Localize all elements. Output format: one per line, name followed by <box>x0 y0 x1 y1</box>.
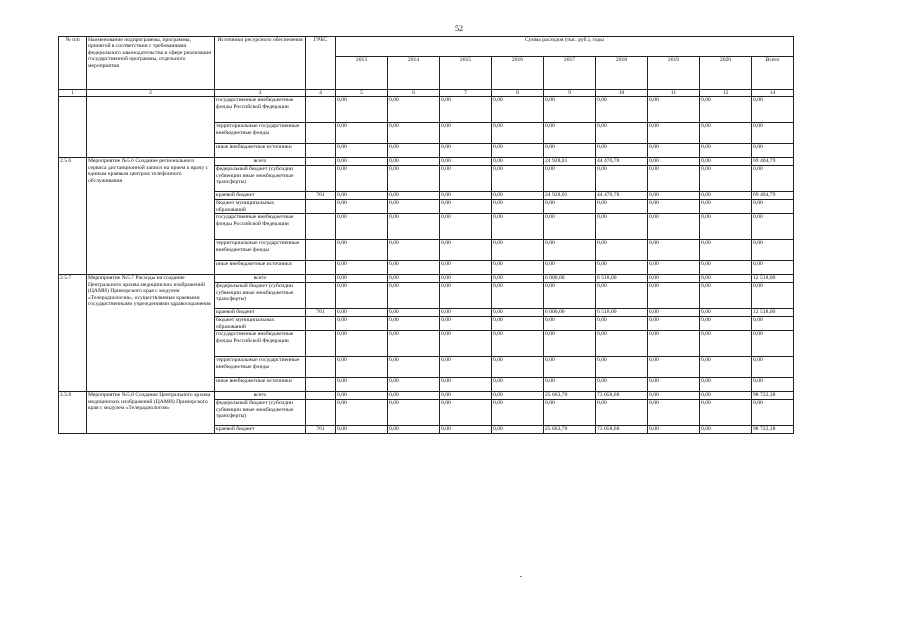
amount-cell: 0,00 <box>440 261 492 275</box>
amount-cell: 0,00 <box>440 158 492 166</box>
amount-cell: 0,00 <box>648 214 700 240</box>
page-number: 52 <box>455 24 463 33</box>
amount-cell: 0,00 <box>648 261 700 275</box>
amount-cell: 0,00 <box>752 166 794 192</box>
grbs-code <box>306 123 336 144</box>
funding-source: всего <box>215 158 306 166</box>
amount-cell: 0,00 <box>440 317 492 331</box>
amount-cell: 0,00 <box>648 317 700 331</box>
amount-cell: 0,00 <box>440 331 492 357</box>
amount-cell: 0,00 <box>700 123 752 144</box>
amount-cell: 0,00 <box>388 331 440 357</box>
funding-source: всего <box>215 392 306 400</box>
amount-cell: 0,00 <box>596 200 648 214</box>
amount-cell: 0,00 <box>700 317 752 331</box>
amount-cell: 0,00 <box>752 123 794 144</box>
amount-cell: 6 000,00 <box>544 275 596 283</box>
amount-cell: 0,00 <box>544 123 596 144</box>
grbs-code <box>306 214 336 240</box>
amount-cell: 0,00 <box>336 144 388 158</box>
amount-cell: 0,00 <box>700 392 752 400</box>
amount-cell: 69 404,79 <box>752 158 794 166</box>
amount-cell: 0,00 <box>752 331 794 357</box>
table-body <box>59 90 794 434</box>
amount-cell: 0,00 <box>700 214 752 240</box>
amount-cell: 0,00 <box>544 97 596 123</box>
amount-cell: 0,00 <box>648 426 700 434</box>
column-number: 4 <box>306 90 336 97</box>
funding-source: территориальные государственные внебюджетные фонды <box>215 357 306 378</box>
row-number: 2.5.7 <box>59 275 87 392</box>
amount-cell: 0,00 <box>700 97 752 123</box>
grbs-code <box>306 317 336 331</box>
column-number: 12 <box>700 90 752 97</box>
header-year: 2019 <box>648 57 700 90</box>
amount-cell: 0,00 <box>648 331 700 357</box>
amount-cell: 0,00 <box>492 275 544 283</box>
amount-cell: 0,00 <box>336 192 388 200</box>
grbs-code <box>306 158 336 166</box>
amount-cell: 0,00 <box>440 144 492 158</box>
amount-cell: 0,00 <box>492 214 544 240</box>
amount-cell: 0,00 <box>700 261 752 275</box>
amount-cell: 0,00 <box>544 357 596 378</box>
amount-cell: 0,00 <box>752 378 794 392</box>
amount-cell: 0,00 <box>700 378 752 392</box>
amount-cell: 0,00 <box>752 144 794 158</box>
amount-cell: 0,00 <box>648 275 700 283</box>
amount-cell: 0,00 <box>440 200 492 214</box>
amount-cell: 0,00 <box>700 309 752 317</box>
amount-cell: 0,00 <box>752 357 794 378</box>
amount-cell: 0,00 <box>440 123 492 144</box>
amount-cell: 0,00 <box>388 144 440 158</box>
grbs-code <box>306 144 336 158</box>
grbs-code <box>306 97 336 123</box>
amount-cell: 0,00 <box>336 317 388 331</box>
amount-cell: 0,00 <box>544 214 596 240</box>
amount-cell: 0,00 <box>336 261 388 275</box>
column-number: 7 <box>440 90 492 97</box>
table-row <box>59 158 794 166</box>
amount-cell: 0,00 <box>752 283 794 309</box>
amount-cell: 0,00 <box>388 275 440 283</box>
amount-cell: 0,00 <box>492 123 544 144</box>
amount-cell: 0,00 <box>388 309 440 317</box>
header-year: Всего <box>752 57 794 90</box>
funding-source: краевой бюджет <box>215 192 306 200</box>
funding-source: государственные внебюджетные фонды Российской Федерации <box>215 214 306 240</box>
column-number: 9 <box>544 90 596 97</box>
funding-source: всего <box>215 275 306 283</box>
amount-cell: 0,00 <box>596 166 648 192</box>
column-number: 6 <box>388 90 440 97</box>
funding-source: иные внебюджетные источники <box>215 261 306 275</box>
amount-cell: 0,00 <box>388 357 440 378</box>
amount-cell: 0,00 <box>336 400 388 426</box>
amount-cell: 0,00 <box>544 144 596 158</box>
grbs-code <box>306 200 336 214</box>
amount-cell: 0,00 <box>336 240 388 261</box>
amount-cell: 0,00 <box>648 400 700 426</box>
amount-cell: 0,00 <box>648 97 700 123</box>
grbs-code <box>306 166 336 192</box>
amount-cell: 6 000,00 <box>544 309 596 317</box>
amount-cell: 0,00 <box>752 400 794 426</box>
header-year: 2013 <box>336 57 388 90</box>
header-year: 2016 <box>492 57 544 90</box>
header-year: 2014 <box>388 57 440 90</box>
header-year: 2018 <box>596 57 648 90</box>
amount-cell: 0,00 <box>700 158 752 166</box>
funding-source: федеральный бюджет (субсидии субвенции иные межбюджетные трансферты) <box>215 400 306 426</box>
amount-cell: 0,00 <box>492 261 544 275</box>
amount-cell: 0,00 <box>440 400 492 426</box>
amount-cell: 0,00 <box>700 240 752 261</box>
amount-cell: 25 663,70 <box>544 426 596 434</box>
measure-name: Мероприятие №5.7 Расходы на создание Центрального архива медицинских изображений (ЦАМИ) Приморского края с модулем «Телерадиология», осуществляемые краевыми государственными учреждениями здравоохранения <box>87 275 215 392</box>
amount-cell: 0,00 <box>440 426 492 434</box>
amount-cell: 0,00 <box>596 317 648 331</box>
amount-cell: 0,00 <box>596 357 648 378</box>
amount-cell: 0,00 <box>492 378 544 392</box>
funding-source: государственные внебюджетные фонды Российской Федерации <box>215 97 306 123</box>
amount-cell: 0,00 <box>492 192 544 200</box>
amount-cell: 0,00 <box>388 378 440 392</box>
amount-cell: 0,00 <box>440 240 492 261</box>
amount-cell: 0,00 <box>544 283 596 309</box>
amount-cell: 0,00 <box>648 309 700 317</box>
amount-cell: 0,00 <box>388 200 440 214</box>
table-header <box>59 37 794 90</box>
grbs-code <box>306 240 336 261</box>
budget-table <box>58 36 794 434</box>
amount-cell: 0,00 <box>596 283 648 309</box>
column-number: 14 <box>752 90 794 97</box>
amount-cell: 0,00 <box>440 283 492 309</box>
amount-cell: 0,00 <box>492 144 544 158</box>
amount-cell: 44 476,78 <box>596 158 648 166</box>
amount-cell: 0,00 <box>440 357 492 378</box>
amount-cell: 24 928,01 <box>544 192 596 200</box>
amount-cell: 0,00 <box>388 261 440 275</box>
funding-source: бюджет муниципальных образований <box>215 317 306 331</box>
funding-source: краевой бюджет <box>215 426 306 434</box>
amount-cell: 0,00 <box>700 400 752 426</box>
amount-cell: 0,00 <box>492 426 544 434</box>
amount-cell: 0,00 <box>492 317 544 331</box>
amount-cell: 0,00 <box>700 200 752 214</box>
amount-cell: 0,00 <box>752 240 794 261</box>
amount-cell: 12 518,00 <box>752 275 794 283</box>
amount-cell: 0,00 <box>388 123 440 144</box>
header-year: 2017 <box>544 57 596 90</box>
amount-cell: 0,00 <box>596 97 648 123</box>
grbs-code <box>306 283 336 309</box>
amount-cell: 0,00 <box>336 123 388 144</box>
row-number <box>59 97 87 158</box>
grbs-code <box>306 378 336 392</box>
amount-cell: 0,00 <box>648 158 700 166</box>
amount-cell: 0,00 <box>388 214 440 240</box>
amount-cell: 73 058,68 <box>596 426 648 434</box>
amount-cell: 0,00 <box>544 378 596 392</box>
row-number: 2.5.8 <box>59 392 87 434</box>
amount-cell: 0,00 <box>648 378 700 392</box>
amount-cell: 0,00 <box>700 283 752 309</box>
amount-cell: 98 722,38 <box>752 392 794 400</box>
amount-cell: 0,00 <box>440 192 492 200</box>
amount-cell: 0,00 <box>440 392 492 400</box>
column-number: 10 <box>596 90 648 97</box>
amount-cell: 0,00 <box>700 426 752 434</box>
amount-cell: 0,00 <box>492 309 544 317</box>
amount-cell: 0,00 <box>752 317 794 331</box>
amount-cell: 0,00 <box>596 400 648 426</box>
amount-cell: 0,00 <box>544 261 596 275</box>
funding-source: иные внебюджетные источники <box>215 378 306 392</box>
amount-cell: 0,00 <box>544 400 596 426</box>
amount-cell: 0,00 <box>648 166 700 192</box>
amount-cell: 0,00 <box>336 200 388 214</box>
amount-cell: 0,00 <box>492 357 544 378</box>
amount-cell: 0,00 <box>440 378 492 392</box>
amount-cell: 69 404,79 <box>752 192 794 200</box>
amount-cell: 0,00 <box>336 283 388 309</box>
amount-cell: 0,00 <box>336 166 388 192</box>
amount-cell: 0,00 <box>648 357 700 378</box>
amount-cell: 98 722,38 <box>752 426 794 434</box>
column-number: 2 <box>87 90 215 97</box>
header-source: Источники ресурсного обеспечения <box>215 37 306 90</box>
funding-source: территориальные государственные внебюджетные фонды <box>215 123 306 144</box>
amount-cell: 0,00 <box>648 283 700 309</box>
amount-cell: 0,00 <box>388 97 440 123</box>
amount-cell: 0,00 <box>492 400 544 426</box>
funding-source: территориальные государственные внебюджетные фонды <box>215 240 306 261</box>
amount-cell: 0,00 <box>388 158 440 166</box>
funding-source: иные внебюджетные источники <box>215 144 306 158</box>
funding-source: федеральный бюджет (субсидии субвенции иные межбюджетные трансферты) <box>215 166 306 192</box>
column-number: 8 <box>492 90 544 97</box>
amount-cell: 0,00 <box>700 192 752 200</box>
amount-cell: 0,00 <box>544 317 596 331</box>
column-number: 11 <box>648 90 700 97</box>
amount-cell: 44 476,78 <box>596 192 648 200</box>
amount-cell: 0,00 <box>388 192 440 200</box>
amount-cell: 0,00 <box>336 392 388 400</box>
amount-cell: 0,00 <box>336 275 388 283</box>
amount-cell: 0,00 <box>336 158 388 166</box>
amount-cell: 0,00 <box>700 275 752 283</box>
amount-cell: 0,00 <box>336 214 388 240</box>
grbs-code <box>306 400 336 426</box>
amount-cell: 0,00 <box>492 283 544 309</box>
column-number: 1 <box>59 90 87 97</box>
amount-cell: 0,00 <box>336 357 388 378</box>
column-number-row <box>59 90 794 97</box>
amount-cell: 0,00 <box>752 261 794 275</box>
amount-cell: 0,00 <box>440 166 492 192</box>
column-number: 5 <box>336 90 388 97</box>
amount-cell: 0,00 <box>648 192 700 200</box>
grbs-code: 761 <box>306 192 336 200</box>
amount-cell: 0,00 <box>544 200 596 214</box>
amount-cell: 0,00 <box>752 97 794 123</box>
amount-cell: 0,00 <box>596 378 648 392</box>
amount-cell: 0,00 <box>492 97 544 123</box>
amount-cell: 0,00 <box>492 200 544 214</box>
column-number: 3 <box>215 90 306 97</box>
amount-cell: 0,00 <box>596 123 648 144</box>
amount-cell: 0,00 <box>336 331 388 357</box>
amount-cell: 0,00 <box>648 144 700 158</box>
amount-cell: 0,00 <box>596 331 648 357</box>
amount-cell: 0,00 <box>544 166 596 192</box>
amount-cell: 0,00 <box>388 317 440 331</box>
amount-cell: 73 058,68 <box>596 392 648 400</box>
table-row <box>59 275 794 283</box>
amount-cell: 25 663,70 <box>544 392 596 400</box>
amount-cell: 0,00 <box>492 240 544 261</box>
measure-name: Мероприятие №5.6 Создание регионального сервиса дистанционной записи на прием к врачу с единым краевым центром телефонного обслуживания <box>87 158 215 275</box>
amount-cell: 0,00 <box>544 240 596 261</box>
amount-cell: 0,00 <box>648 392 700 400</box>
header-grbs: ГРБС <box>306 37 336 90</box>
grbs-code <box>306 392 336 400</box>
header-year: 2015 <box>440 57 492 90</box>
header-name: Наименование подпрограммы, программы, принятой в соответствии с требованиями федерального законодательства в сфере реализации государственной программы, отдельного мероприятия <box>87 37 215 90</box>
amount-cell: 0,00 <box>648 123 700 144</box>
amount-cell: 0,00 <box>388 283 440 309</box>
funding-source: краевой бюджет <box>215 309 306 317</box>
amount-cell: 0,00 <box>440 275 492 283</box>
amount-cell: 0,00 <box>648 240 700 261</box>
measure-name: Мероприятие №5.8 Создание Центрального архива медицинских изображений (ЦАМИ) Приморского края с модулем «Телерадиология» <box>87 392 215 434</box>
amount-cell: 6 518,00 <box>596 309 648 317</box>
funding-source: государственные внебюджетные фонды Российской Федерации <box>215 331 306 357</box>
amount-cell: 0,00 <box>700 166 752 192</box>
amount-cell: 0,00 <box>336 426 388 434</box>
amount-cell: 0,00 <box>336 97 388 123</box>
amount-cell: 6 518,00 <box>596 275 648 283</box>
amount-cell: 0,00 <box>440 214 492 240</box>
amount-cell: 0,00 <box>596 240 648 261</box>
scan-speck <box>520 576 522 577</box>
amount-cell: 0,00 <box>648 200 700 214</box>
table-row <box>59 97 794 123</box>
amount-cell: 0,00 <box>544 331 596 357</box>
grbs-code <box>306 275 336 283</box>
amount-cell: 0,00 <box>492 392 544 400</box>
funding-source: бюджет муниципальных образований <box>215 200 306 214</box>
amount-cell: 0,00 <box>596 214 648 240</box>
grbs-code <box>306 357 336 378</box>
amount-cell: 0,00 <box>440 97 492 123</box>
table-row <box>59 392 794 400</box>
amount-cell: 0,00 <box>336 378 388 392</box>
amount-cell: 0,00 <box>388 426 440 434</box>
grbs-code <box>306 261 336 275</box>
amount-cell: 0,00 <box>388 400 440 426</box>
funding-source: федеральный бюджет (субсидии субвенции иные межбюджетные трансферты) <box>215 283 306 309</box>
amount-cell: 0,00 <box>492 166 544 192</box>
measure-name <box>87 97 215 158</box>
amount-cell: 0,00 <box>336 309 388 317</box>
amount-cell: 0,00 <box>492 331 544 357</box>
amount-cell: 0,00 <box>440 309 492 317</box>
amount-cell: 24 928,01 <box>544 158 596 166</box>
amount-cell: 0,00 <box>388 392 440 400</box>
header-year: 2020 <box>700 57 752 90</box>
amount-cell: 0,00 <box>752 200 794 214</box>
grbs-code: 761 <box>306 309 336 317</box>
row-number: 2.5.6 <box>59 158 87 275</box>
amount-cell: 0,00 <box>388 166 440 192</box>
amount-cell: 0,00 <box>596 261 648 275</box>
amount-cell: 0,00 <box>596 144 648 158</box>
amount-cell: 0,00 <box>700 331 752 357</box>
amount-cell: 0,00 <box>700 357 752 378</box>
amount-cell: 0,00 <box>388 240 440 261</box>
amount-cell: 0,00 <box>700 144 752 158</box>
grbs-code: 761 <box>306 426 336 434</box>
header-num: № п/п <box>59 37 87 90</box>
amount-cell: 0,00 <box>492 158 544 166</box>
amount-cell: 0,00 <box>752 214 794 240</box>
amount-cell: 12 518,00 <box>752 309 794 317</box>
header-sum-title: Сумма расходов (тыс. руб.), годы <box>336 37 794 57</box>
grbs-code <box>306 331 336 357</box>
